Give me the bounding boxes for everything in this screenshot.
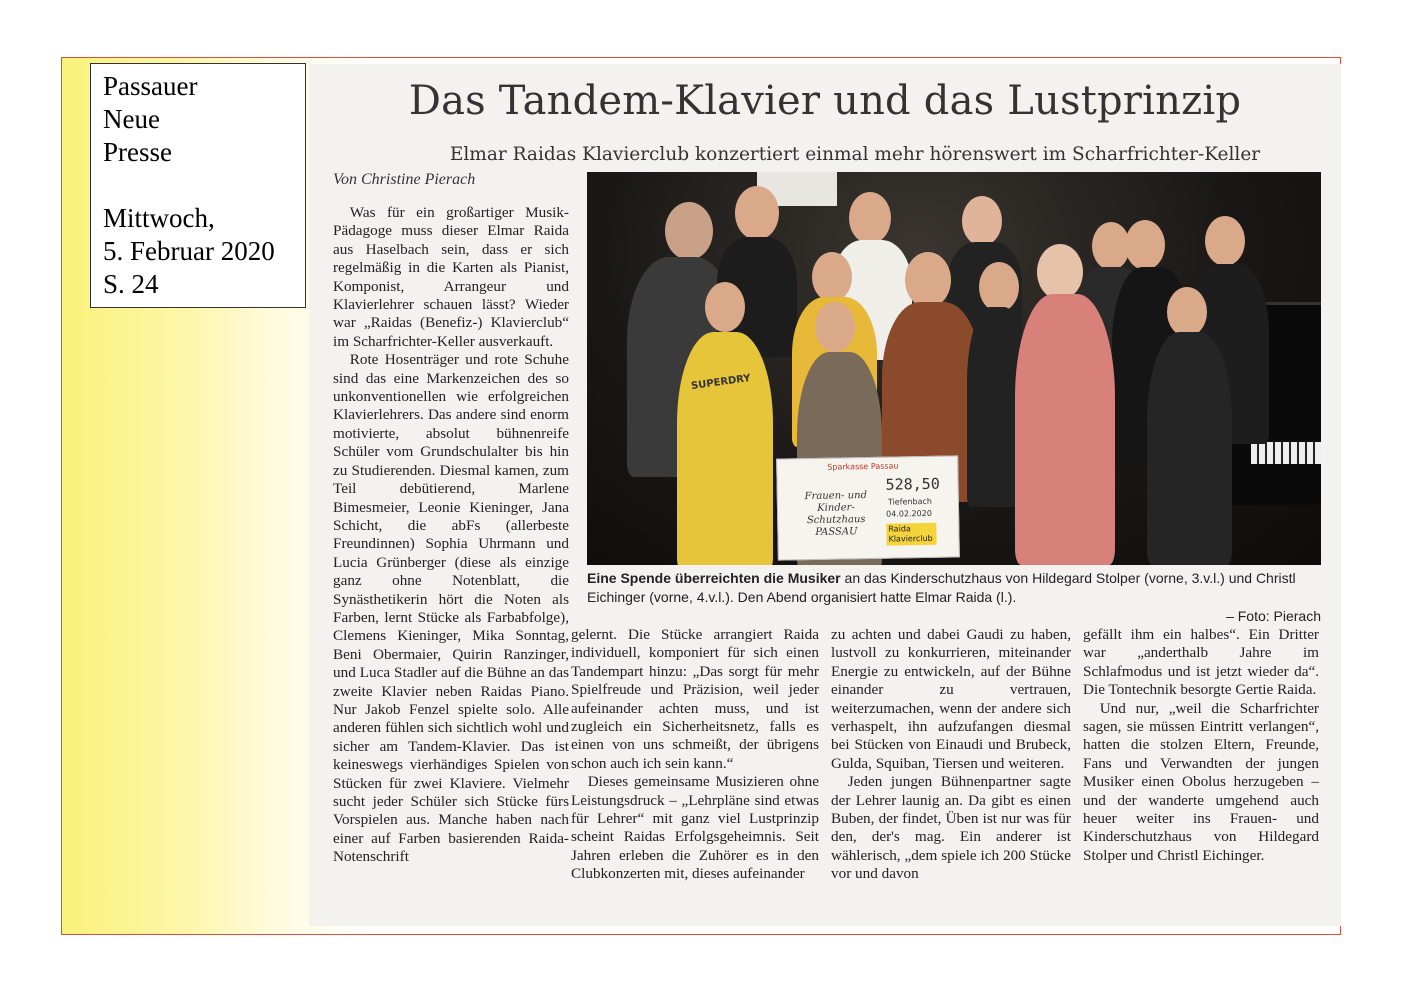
article-title: Das Tandem-Klavier und das Lustprinzip	[408, 78, 1242, 124]
weekday: Mittwoch,	[103, 203, 215, 233]
date: 5. Februar 2020	[103, 236, 275, 266]
text-column-1	[333, 204, 569, 867]
check-date: 04.02.2020	[886, 508, 932, 519]
photo-caption	[587, 569, 1321, 626]
check-place: Tiefenbach	[887, 496, 933, 507]
publication-line-2: Neue	[103, 104, 160, 134]
photo-credit: – Foto: Pierach	[1226, 608, 1321, 624]
caption-lead: Eine Spende überreichten die Musiker	[587, 570, 841, 586]
newspaper-clipping	[309, 64, 1341, 926]
paragraph: Jeden jungen Bühnenpartner sagte der Lehrer launig an. Da gibt es einen Buben, der findet, Üben ist nur was für den, der's mag. Ein anderer ist wählerisch, „dem spiele ich 200 Stücke vor und davon	[831, 773, 1071, 883]
check-logo: Raida Klavierclub	[886, 523, 936, 546]
publication-line-3: Presse	[103, 137, 172, 167]
article-subtitle: Elmar Raidas Klavierclub konzertiert einmal mehr hörenswert im Scharfrichter-Keller	[449, 144, 1261, 165]
caption-text: an das Kinderschutzhaus von Hildegard Stolper (vorne, 3.v.l.) und Christl Eichinger (vorne, 4.v.l.). Den Abend organisiert hatte Elmar Raida (l.).	[587, 570, 1296, 605]
paragraph: Rote Hosenträger und rote Schuhe sind das eine Markenzeichen des so unkonventionellen wie erfolgreichen Klavierlehrers. Das andere sind enorm motivierte, absolut bühnenreife Schüler vom Grundschulalter bis hin zu Studierenden. Diesmal kamen, zum Teil debütierend, Marlene Bimesmeier, Leonie Kieninger, Jana Schicht, die abFs (allerbeste Freundinnen) Sophia Uhrmann und Lucia Grünberger (diese als einzige ganz ohne Notenblatt, die Synästhetikerin hört die Noten als Farben, lernt Stücke als Farbabfolge), Clemens Kieninger, Mika Sonntag, Beni Obermaier, Quirin Ranzinger, und Luca Stadler auf die Bühne an das zweite Klavier neben Raidas Piano. Nur Jakob Fenzel spielte solo. Alle anderen fühlen sich sichtlich wohl und sicher am Tandem-Klavier. Das ist keineswegs vierhändiges Spielen von Stücken für zwei Klaviere. Vielmehr sucht jeder Schüler sich Stücke fürs Vorspielen aus. Manche haben nach einer auf Farben basierenden Raida-Notenschrift	[333, 351, 569, 866]
byline: Von Christine Pierach	[333, 171, 476, 188]
article-photo	[587, 172, 1321, 565]
paragraph: Und nur, „weil die Scharfrichter sagen, sie müssen Eintritt verlangen“, hatten die stolzen Eltern, Freunde, Fans und Verwandten der jungen Musiker einen Obolus herzugeben – und der wanderte umgehend auch heuer weiter ins Frauen- und Kinderschutzhaus von Hildegard Stolper und Christl Eichinger.	[1083, 699, 1319, 864]
publication-line-1: Passauer	[103, 71, 198, 101]
donation-check	[776, 455, 960, 560]
text-column-4	[1083, 626, 1319, 865]
paragraph: zu achten und dabei Gaudi zu haben, lustvoll zu konkurrieren, miteinander Energie zu entwickeln, auf der Bühne einander zu vertrauen, weiterzumachen, wenn der andere sich verhaspelt, ihn aufzufangen diesmal bei Stücken von Einaudi und Brubeck, Gulda, Squiban, Tiersen und weiteren.	[831, 626, 1071, 772]
piano-keys	[1251, 442, 1321, 464]
source-box	[90, 63, 306, 308]
text-column-2	[571, 626, 819, 884]
check-recipient: Frauen- und Kinder-Schutzhaus PASSAU	[804, 490, 868, 538]
paragraph: Was für ein großartiger Musik-Pädagoge muss dieser Elmar Raida aus Haselbach sein, dass er sich regelmäßig in die Karten als Pianist, Komponist, Arrangeur und Klavierlehrer schauen lässt? Wieder war „Raidas (Benefiz-) Klavierclub“ im Scharfrichter-Keller ausverkauft.	[333, 204, 569, 350]
shirt-print: SUPERDRY	[690, 372, 752, 393]
paragraph: Dieses gemeinsame Musizieren ohne Leistungsdruck – „Lehrpläne sind etwas für Lehrer“ mit ganz viel Lustprinzip scheint Raidas Erfolgsgeheimnis. Seit Jahren erleben die Zuhörer es in den Clubkonzerten mit, dieses aufeinander	[571, 773, 819, 883]
check-amount: 528,50	[885, 474, 940, 494]
check-bank: Sparkasse Passau	[827, 461, 899, 472]
page-number: S. 24	[103, 269, 159, 299]
text-column-3	[831, 626, 1071, 884]
paragraph: gelernt. Die Stücke arrangiert Raida individuell, komponiert für sich einen Tandempart hinzu: „Das sorgt für mehr Spielfreude und Präzision, weil jeder aufeinander achten muss, und ist zugleich ein Sicherheitsnetz, falls es einen von uns schmeißt, der übrigens schon auch ich sein kann.“	[571, 626, 819, 772]
paragraph: gefällt ihm ein halbes“. Ein Dritter war „anderthalb Jahre im Schlafmodus und ist jetzt wieder da“. Die Tontechnik besorgte Gertie Raida.	[1083, 626, 1319, 699]
